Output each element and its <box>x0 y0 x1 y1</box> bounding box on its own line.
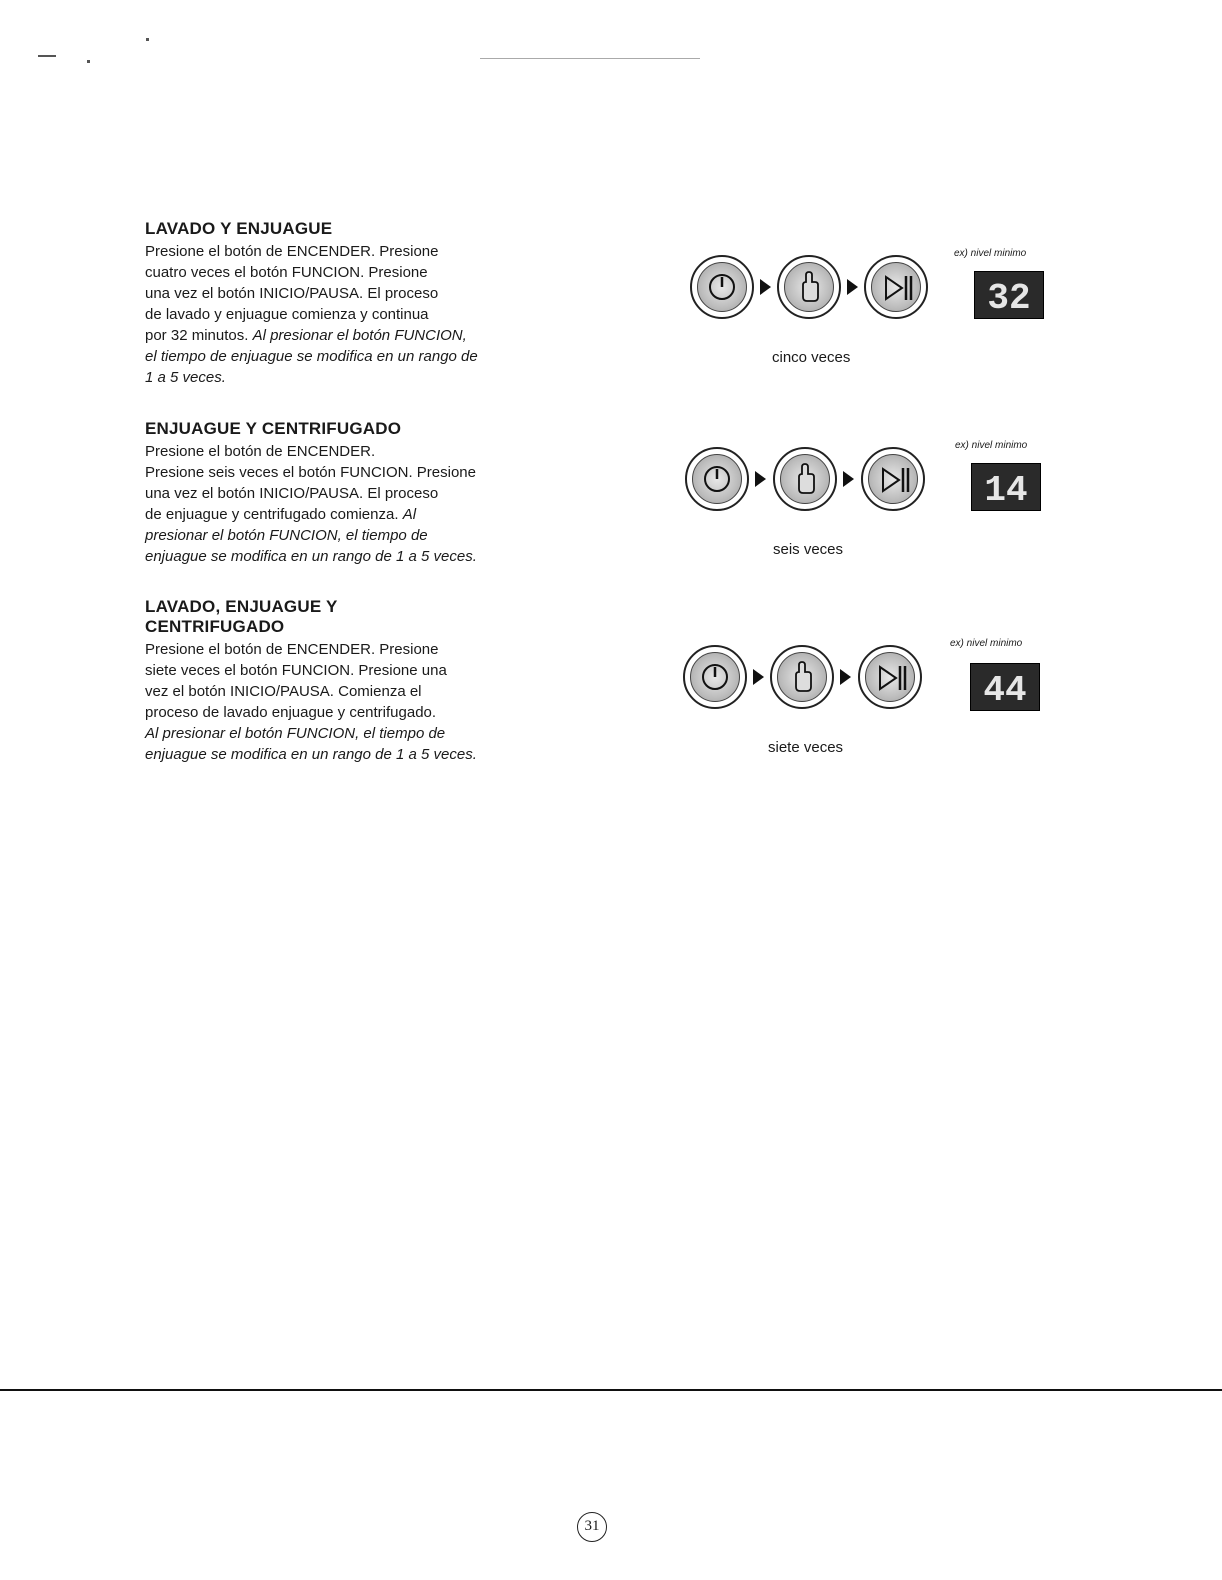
section-body <box>145 441 535 567</box>
section-lavado-enjuague <box>145 219 535 388</box>
display-example-label: ex) nivel minimo <box>955 440 1028 451</box>
button-sequence-diagram <box>680 440 1060 577</box>
play-pause-icon <box>861 447 925 511</box>
scan-speck <box>146 38 149 41</box>
instruction-text: Presione el botón de ENCENDER. Presione siete veces el botón FUNCION. Presione una vez el botón INICIO/PAUSA. Comienza el proceso de lavado enjuague y centrifugado. <box>145 641 447 721</box>
section-body <box>145 639 535 765</box>
display-example-label: ex) nivel minimo <box>950 638 1023 649</box>
play-pause-icon <box>858 645 922 709</box>
power-button-icon <box>685 447 749 511</box>
press-count-caption: siete veces <box>768 739 844 756</box>
scan-speck <box>38 55 56 57</box>
note-text: Al presionar el botón FUNCION, el tiempo de enjuague se modifica en un rango de 1 a 5 veces. <box>145 725 477 763</box>
section-heading: LAVADO, ENJUAGUE Y CENTRIFUGADO <box>145 597 338 636</box>
power-button-icon <box>690 255 754 319</box>
arrow-right-icon <box>843 471 854 487</box>
display-digits <box>972 464 1040 510</box>
section-enjuague-centrifugado <box>145 419 535 567</box>
arrow-right-icon <box>753 669 764 685</box>
button-sequence-diagram <box>680 248 1060 385</box>
button-sequence-diagram <box>680 638 1060 775</box>
hand-press-icon <box>770 645 834 709</box>
play-pause-icon <box>864 255 928 319</box>
arrow-right-icon <box>760 279 771 295</box>
instruction-text: Presione el botón de ENCENDER. Presione cuatro veces el botón FUNCION. Presione una vez el botón INICIO/PAUSA. El proceso de lavado y enjuague comienza y continua por 32 minutos. <box>145 243 439 344</box>
button-sequence <box>680 645 940 725</box>
press-count-caption: seis veces <box>773 541 844 558</box>
section-lavado-enjuague-centrifugado <box>145 597 535 765</box>
page-number: 31 <box>577 1512 607 1542</box>
svg-text:32: 32 <box>987 278 1031 318</box>
hand-press-icon <box>773 447 837 511</box>
arrow-right-icon <box>755 471 766 487</box>
button-sequence <box>680 447 940 527</box>
section-heading: LAVADO Y ENJUAGUE <box>145 219 333 238</box>
arrow-right-icon <box>840 669 851 685</box>
hand-press-icon <box>777 255 841 319</box>
display-example-label: ex) nivel minimo <box>954 248 1027 259</box>
display-digits <box>971 664 1039 710</box>
instruction-text: Presione el botón de ENCENDER. Presione seis veces el botón FUNCION. Presione una vez el botón INICIO/PAUSA. El proceso de enjuague y centrifugado comienza. <box>145 443 476 523</box>
section-heading: ENJUAGUE Y CENTRIFUGADO <box>145 419 402 438</box>
scan-speck <box>87 60 90 63</box>
note-text: Al presionar el botón FUNCION, el tiempo de enjuague se modifica en un rango de 1 a 5 veces. <box>145 506 477 565</box>
arrow-right-icon <box>847 279 858 295</box>
svg-text:44: 44 <box>983 670 1027 710</box>
power-button-icon <box>683 645 747 709</box>
button-sequence <box>680 255 940 335</box>
note-text: Al presionar el botón FUNCION, el tiempo de enjuague se modifica en un rango de 1 a 5 veces. <box>145 327 478 386</box>
press-count-caption: cinco veces <box>772 349 851 366</box>
digital-display <box>974 271 1044 319</box>
svg-text:14: 14 <box>984 470 1028 510</box>
scan-speck <box>480 58 700 59</box>
digital-display <box>971 463 1041 511</box>
digital-display <box>970 663 1040 711</box>
display-digits <box>975 272 1043 318</box>
section-body <box>145 241 535 388</box>
footer-rule <box>0 1389 1222 1391</box>
